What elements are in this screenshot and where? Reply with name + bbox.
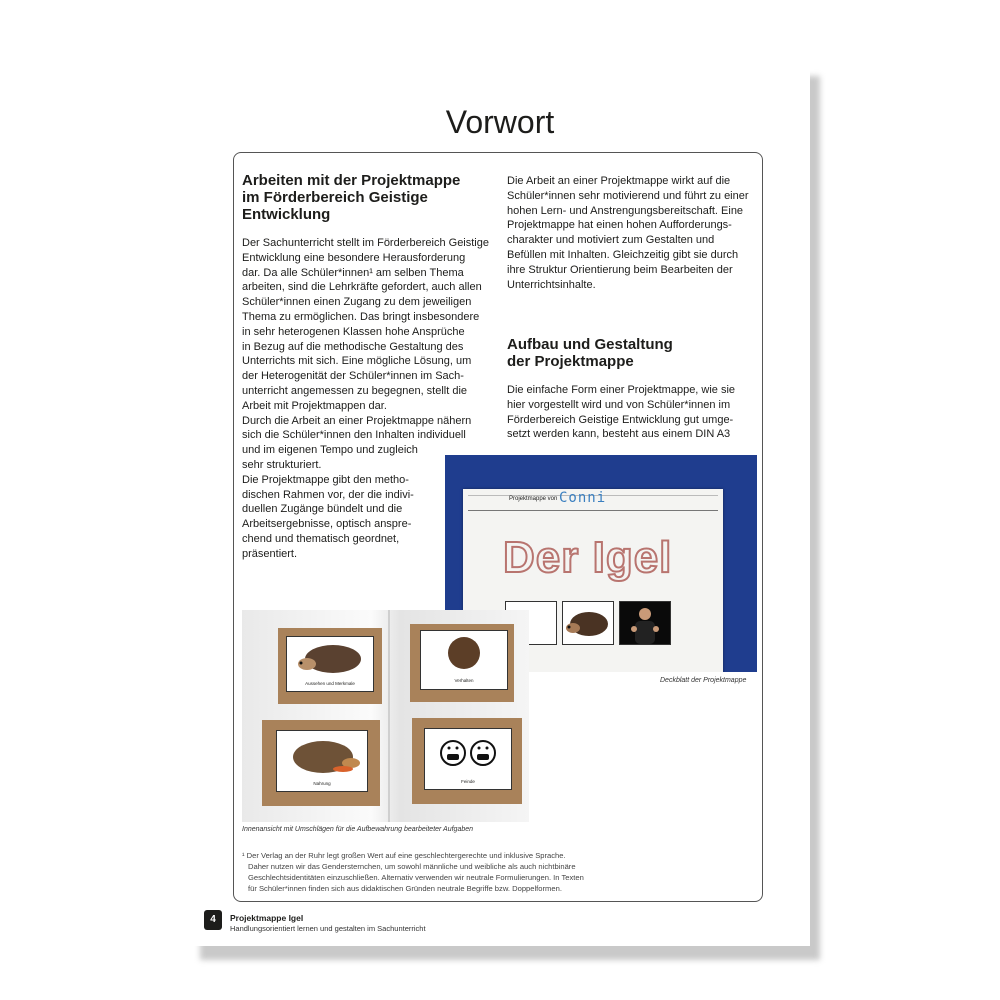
text-line: Durch die Arbeit an einer Projektmappe nähern [242, 414, 472, 427]
text-line: Unterrichts mit sich. Eine mögliche Lösung, um [242, 355, 472, 368]
footnote [242, 850, 712, 894]
text-line: Thema zu ermöglichen. Das bringt insbesondere [242, 310, 480, 323]
text-line: der Heterogenität der Schüler*innen im Sach- [242, 370, 464, 383]
text-line: dischen Rahmen vor, der die indivi- [242, 488, 414, 501]
card-label: Nahrung [313, 781, 331, 786]
card [424, 728, 512, 790]
rolled-hedgehog-icon [421, 631, 507, 677]
text-line: sich die Schüler*innen den Inhalten individuell [242, 429, 466, 442]
cover-name: Conni [559, 490, 607, 506]
card-label: Verhalten [454, 678, 474, 683]
text-line: präsentiert. [242, 547, 298, 560]
hedgehog-icon [563, 602, 613, 644]
envelope [412, 718, 522, 804]
text-line: Der Sachunterricht stellt im Förderbereich Geistige [242, 237, 489, 249]
text-line: Arbeit mit Projektmappen dar. [242, 399, 387, 412]
footer-title: Projektmappe Igel [230, 913, 304, 923]
card-label: Aussehen und Merkmale [305, 681, 355, 686]
scared-faces-icon [425, 729, 511, 777]
text-line: Schüler*innen einen Zugang zu dem jeweiligen [242, 296, 472, 309]
text-line: sehr strukturiert. [242, 458, 322, 471]
section2-heading [507, 336, 673, 370]
inner-photo [242, 610, 529, 822]
folder-fold [388, 610, 390, 822]
section1-right-text [507, 174, 757, 292]
text-line: hohen Lern- und Anstrengungsbereitschaft. Eine [507, 204, 744, 217]
envelope [410, 624, 514, 702]
text-line: in Bezug auf die methodische Gestaltung des [242, 340, 464, 353]
card [276, 730, 368, 792]
text-line: Die einfache Form einer Projektmappe, wie sie [507, 384, 736, 396]
text-line: Befüllen mit Inhalten. Gleichzeitig gibt sie durch [507, 248, 739, 261]
text-line: in sehr heterogenen Klassen hohe Ansprüche [242, 325, 465, 338]
page-title: Vorwort [445, 104, 555, 140]
eating-hedgehog-icon [277, 731, 367, 779]
text-line: und im eigenen Tempo und zugleich [242, 444, 418, 457]
text-line: arbeiten, sind die Lehrkräfte gefordert, auch allen [242, 281, 482, 294]
section1-heading-line: Arbeiten mit der Projektmappe [242, 172, 461, 189]
text-line: setzt werden kann, besteht aus einem DIN A3 [507, 428, 731, 441]
text-line: duellen Zugänge bündelt und die [242, 503, 403, 516]
text-line: Unterrichtsinhalte. [507, 278, 596, 291]
text-line: Die Projektmappe gibt den metho- [242, 473, 409, 486]
envelope [262, 720, 380, 806]
text-line: Arbeitsergebnisse, optisch anspre- [242, 518, 412, 531]
text-line: hier vorgestellt wird und von Schüler*innen im [507, 398, 731, 411]
text-line: Förderbereich Geistige Entwicklung gut umge- [507, 413, 734, 426]
text-line: chend und thematisch geordnet, [242, 532, 400, 545]
section2-heading-line: Aufbau und Gestaltung [507, 336, 673, 353]
card [420, 630, 508, 690]
footnote-line: für Schüler*innen finden sich aus didaktischen Gründen neutrale Begriffe bzw. Doppelformen. [248, 884, 562, 893]
text-line: charakter und motiviert zum Gestalten und [507, 234, 715, 247]
text-line: dar. Da alle Schüler*innen¹ am selben Thema [242, 266, 464, 279]
footer-subtitle: Handlungsorientiert lernen und gestalten im Sachunterricht [230, 924, 426, 933]
text-line: unterricht angemessen zu begegnen, stellt die [242, 384, 468, 397]
footnote-line: ¹ Der Verlag an der Ruhr legt großen Wert auf eine geschlechtergerechte und inklusive Sprache. [242, 851, 566, 860]
section2-text [507, 383, 757, 442]
section2-heading-line: der Projektmappe [507, 353, 634, 370]
text-line: Schüler*innen sehr motivierend und führt zu einer [507, 189, 749, 202]
section1-heading-line: Entwicklung [242, 206, 331, 223]
cover-caption: Deckblatt der Projektmappe [660, 677, 747, 684]
footnote-line: Daher nutzen wir das Gendersternchen, um sowohl männliche und weibliche als auch nichtbinäre [248, 862, 576, 871]
section1-heading [242, 172, 460, 223]
envelope [278, 628, 382, 704]
person-icon [620, 602, 670, 644]
hedgehog-icon [287, 637, 373, 679]
cover-big-title: Der Igel [503, 533, 673, 582]
text-line: ihre Struktur Orientierung beim Bearbeiten der [507, 263, 733, 276]
footnote-line: Geschlechtsidentitäten einzuschließen. Alternativ verwenden wir neutrale Formulierungen. In Texten [248, 873, 584, 882]
hedgehog-card [562, 601, 614, 645]
cover-label: Projektmappe von [509, 496, 558, 502]
sign-language-card [619, 601, 671, 645]
text-line: Entwicklung eine besondere Herausforderung [242, 251, 466, 264]
document-page [190, 68, 810, 946]
page-number: 4 [204, 910, 222, 930]
text-line: Projektmappe hat einen hohen Aufforderungs- [507, 219, 732, 232]
text-line: Die Arbeit an einer Projektmappe wirkt auf die [507, 175, 731, 187]
inner-caption: Innenansicht mit Umschlägen für die Aufbewahrung bearbeiteter Aufgaben [242, 826, 474, 833]
card [286, 636, 374, 692]
section1-heading-line: im Förderbereich Geistige [242, 189, 428, 206]
card-label: Feinde [461, 779, 475, 784]
